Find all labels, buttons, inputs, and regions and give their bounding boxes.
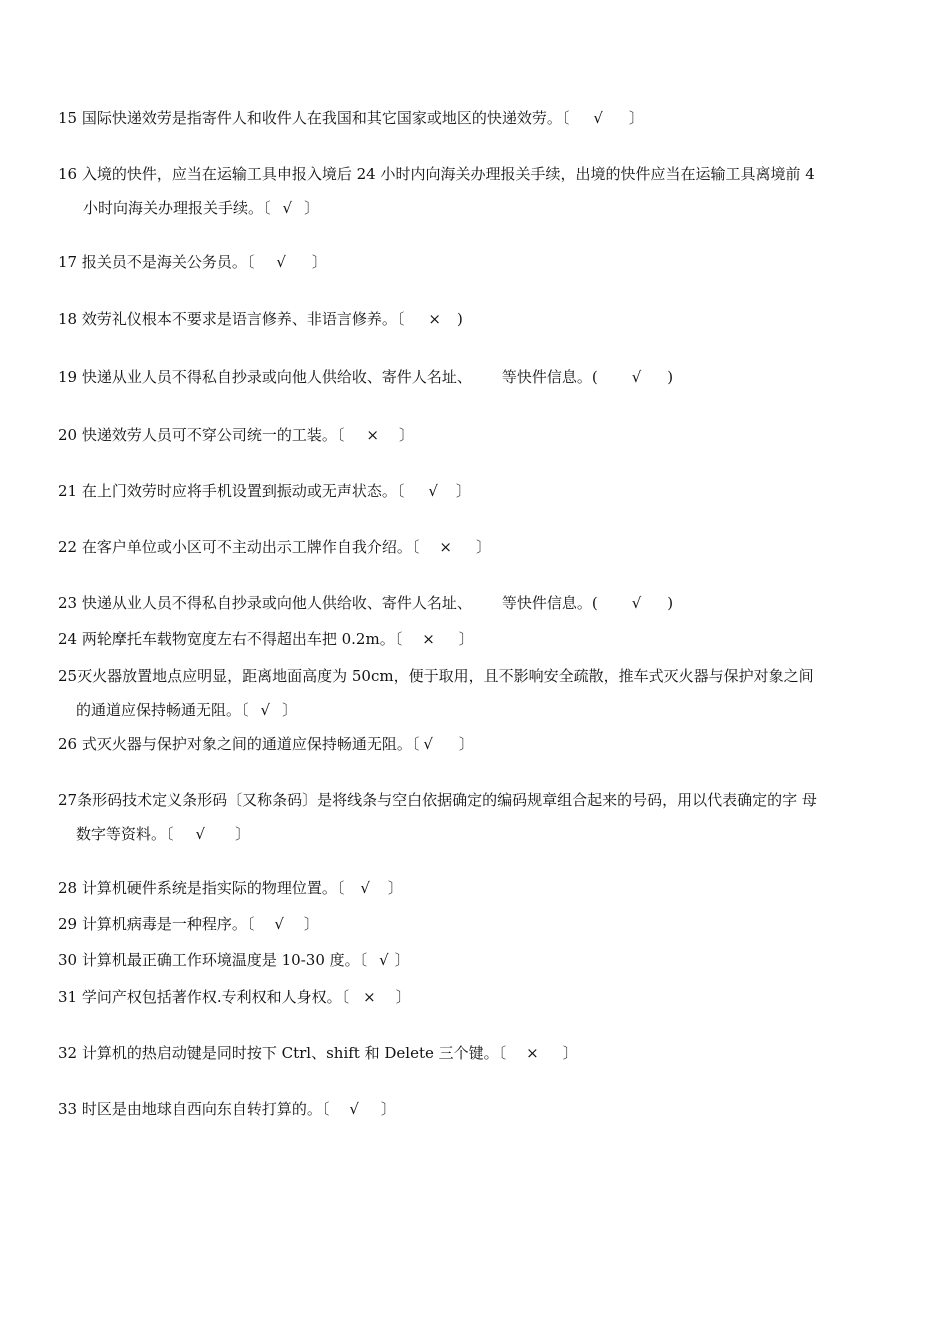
question-30 — [58, 943, 898, 977]
question-text-2: 等快件信息。( — [501, 368, 598, 386]
check-mark: √ — [260, 701, 271, 719]
bracket-close: 〕 — [380, 1100, 396, 1118]
question-25-line-1 — [58, 659, 898, 693]
check-mark: √ — [631, 368, 642, 386]
question-15 — [58, 101, 898, 135]
question-text: 31 学问产权包括著作权.专利权和人身权。〔 — [58, 988, 350, 1006]
bracket-close: 〕 — [303, 915, 319, 933]
bracket-close: 〕 — [235, 825, 251, 843]
bracket-close: ) — [667, 594, 674, 612]
question-16-line-2 — [58, 191, 898, 225]
bracket-close: 〕 — [628, 109, 644, 127]
bracket-close: 〕 — [395, 988, 411, 1006]
question-text: 的通道应保持畅通无阻。〔 — [76, 701, 249, 719]
bracket-close: 〕 — [304, 199, 320, 217]
question-23 — [58, 586, 898, 620]
check-mark: √ — [349, 1100, 359, 1118]
bracket-close: 〕 — [394, 951, 410, 969]
question-text: 19 快递从业人员不得私自抄录或向他人供给收、寄件人名址、 — [58, 368, 472, 386]
question-22 — [58, 530, 898, 564]
cross-mark: × — [428, 310, 441, 328]
bracket-close: 〕 — [282, 701, 298, 719]
question-16-line-1 — [58, 157, 898, 191]
question-text: 27条形码技术定义条形码〔又称条码〕是将线条与空白依据确定的编码规章组合起来的号码，用以代表确定的字 母 — [58, 791, 817, 809]
question-text: 32 计算机的热启动键是同时按下 Ctrl、shift 和 Delete 三个键。〔 — [58, 1044, 507, 1062]
bracket-close: ) — [456, 310, 463, 328]
check-mark: √ — [423, 735, 433, 753]
check-mark: √ — [631, 594, 642, 612]
check-mark: √ — [360, 879, 370, 897]
question-text: 22 在客户单位或小区可不主动出示工牌作自我介绍。〔 — [58, 538, 420, 556]
question-text: 数字等资料。〔 — [76, 825, 174, 843]
cross-mark: × — [526, 1044, 539, 1062]
question-32 — [58, 1036, 898, 1070]
question-27-line-1 — [58, 783, 898, 817]
question-20 — [58, 418, 898, 452]
question-28 — [58, 871, 898, 905]
check-mark: √ — [195, 825, 206, 843]
cross-mark: × — [439, 538, 452, 556]
check-mark: √ — [282, 199, 293, 217]
question-text: 28 计算机硬件系统是指实际的物理位置。〔 — [58, 879, 345, 897]
question-text: 29 计算机病毒是一种程序。〔 — [58, 915, 255, 933]
check-mark: √ — [379, 951, 389, 969]
question-31 — [58, 980, 898, 1014]
question-text: 24 两轮摩托车载物宽度左右不得超出车把 0.2m。〔 — [58, 630, 403, 648]
question-text: 18 效劳礼仪根本不要求是语言修养、非语言修养。〔 — [58, 310, 405, 328]
bracket-close: 〕 — [458, 735, 474, 753]
check-mark: √ — [593, 109, 603, 127]
question-25-line-2 — [58, 693, 898, 727]
cross-mark: × — [366, 426, 379, 444]
question-26 — [58, 727, 898, 761]
question-text: 小时向海关办理报关手续。〔 — [83, 199, 271, 217]
bracket-close: 〕 — [398, 426, 414, 444]
question-21 — [58, 474, 898, 508]
question-text-2: 等快件信息。( — [501, 594, 598, 612]
question-text: 20 快递效劳人员可不穿公司统一的工装。〔 — [58, 426, 345, 444]
question-text: 33 时区是由地球自西向东自转打算的。〔 — [58, 1100, 330, 1118]
question-33 — [58, 1092, 898, 1126]
question-24 — [58, 622, 898, 656]
bracket-close: 〕 — [458, 630, 474, 648]
question-18 — [58, 302, 898, 336]
check-mark: √ — [274, 915, 284, 933]
question-text: 30 计算机最正确工作环境温度是 10-30 度。〔 — [58, 951, 368, 969]
cross-mark: × — [363, 988, 376, 1006]
check-mark: √ — [428, 482, 438, 500]
question-text: 26 式灭火器与保护对象之间的通道应保持畅通无阻。〔 — [58, 735, 420, 753]
question-29 — [58, 907, 898, 941]
bracket-close: 〕 — [455, 482, 471, 500]
bracket-close: ) — [667, 368, 674, 386]
bracket-close: 〕 — [387, 879, 403, 897]
question-17 — [58, 245, 898, 279]
bracket-close: 〕 — [311, 253, 327, 271]
question-19 — [58, 360, 898, 394]
cross-mark: × — [422, 630, 435, 648]
question-text: 21 在上门效劳时应将手机设置到振动或无声状态。〔 — [58, 482, 405, 500]
question-text: 15 国际快递效劳是指寄件人和收件人在我国和其它国家或地区的快递效劳。〔 — [58, 109, 570, 127]
question-text: 17 报关员不是海关公务员。〔 — [58, 253, 255, 271]
check-mark: √ — [276, 253, 286, 271]
question-text: 25灭火器放置地点应明显，距离地面高度为 50cm，便于取用，且不影响安全疏散，推车式灭火器与保护对象之间 — [58, 667, 814, 685]
bracket-close: 〕 — [475, 538, 491, 556]
bracket-close: 〕 — [562, 1044, 578, 1062]
question-27-line-2 — [58, 817, 898, 851]
question-text: 16 入境的快件，应当在运输工具申报入境后 24 小时内向海关办理报关手续，出境的快件应当在运输工具离境前 4 — [58, 165, 815, 183]
question-text: 23 快递从业人员不得私自抄录或向他人供给收、寄件人名址、 — [58, 594, 472, 612]
